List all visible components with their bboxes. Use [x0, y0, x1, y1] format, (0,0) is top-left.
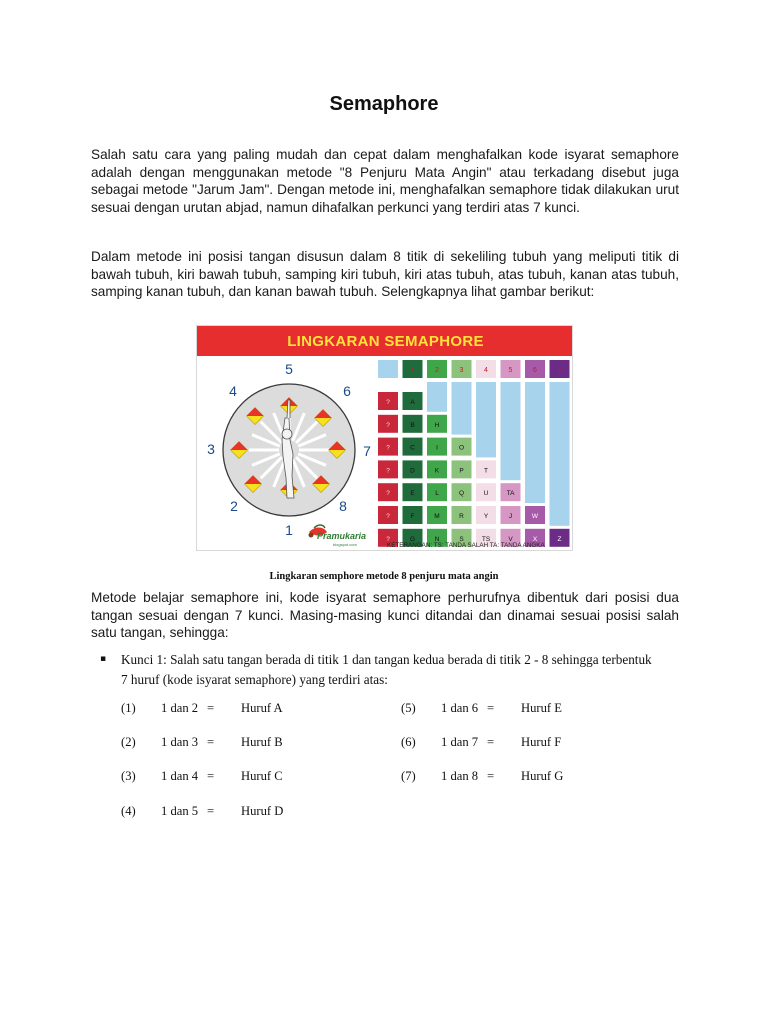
grid-cell-letter: N — [434, 535, 440, 543]
grid-cell-letter: T — [484, 467, 488, 475]
grid-cell-letter: M — [434, 513, 440, 520]
grid-header-cell — [378, 360, 398, 378]
kunci-num: (3) — [121, 769, 136, 783]
grid-column-bar — [476, 382, 496, 457]
kunci-eq: = — [207, 701, 215, 715]
kunci-pair: 1 dan 3 — [161, 735, 199, 749]
grid-cell-letter: ? — [386, 421, 390, 429]
grid-cell-letter: J — [508, 513, 513, 520]
grid-header-number: 3 — [459, 367, 464, 374]
grid-header-number: 5 — [508, 367, 513, 374]
clock-number: 6 — [343, 383, 351, 399]
clock-number: 3 — [207, 441, 215, 457]
grid-cell-letter: A — [410, 399, 415, 406]
grid-header-number: 4 — [484, 367, 488, 374]
grid-header-number: 7 — [557, 367, 562, 374]
grid-cell-letter: G — [409, 535, 416, 543]
kunci-letter: Huruf A — [241, 701, 283, 715]
kunci-pair: 1 dan 6 — [441, 701, 479, 715]
grid-cell-letter: ? — [386, 467, 390, 475]
grid-cell-letter: W — [531, 513, 539, 520]
clock-number: 1 — [285, 522, 293, 538]
clock-number: 5 — [285, 361, 293, 377]
page-title: Semaphore — [329, 93, 439, 115]
grid-column-bar — [525, 382, 545, 503]
grid-cell-letter: E — [410, 490, 415, 498]
kunci-letter: Huruf G — [521, 769, 564, 783]
semaphore-diagram — [197, 356, 573, 551]
grid-cell-letter: C — [410, 444, 415, 452]
figure-caption: Lingkaran semphore metode 8 penjuru mata angin — [269, 571, 499, 582]
logo-text: Pramukaria — [317, 531, 367, 541]
grid-cell-letter: H — [434, 421, 440, 429]
grid-column-bar — [427, 382, 447, 412]
figure-banner — [197, 326, 573, 356]
semaphore-circle-figure — [196, 325, 573, 551]
kunci-eq: = — [487, 735, 495, 749]
logo-subtext: blogspot.com — [333, 542, 357, 547]
grid-column-bar — [452, 382, 472, 435]
kunci-pair: 1 dan 7 — [441, 735, 479, 749]
grid-cell-letter: K — [434, 467, 440, 475]
grid-cell-letter: Z — [557, 535, 562, 543]
grid-cell-letter: B — [410, 421, 415, 429]
kunci-eq: = — [487, 701, 495, 715]
grid-cell-letter: ? — [386, 535, 390, 543]
grid-cell-letter: P — [459, 467, 464, 475]
intro-paragraph: Salah satu cara yang paling mudah dan cepat dalam menghafalkan kode isyarat semaphore adalah dengan menggunakan metode "8 Penjuru Mata Angin" atau terkadang disebut juga sebagai metode "Jarum Jam". Dengan metode ini, menghafalkan semaphore tidak dilakukan urut sesuai dengan urutan abjad, namun dihafalkan perkunci yang terdiri atas 7 kunci. — [91, 147, 679, 215]
grid-cell-letter: Q — [458, 490, 465, 498]
kunci-pair: 1 dan 2 — [161, 701, 199, 715]
grid-cell-letter: ? — [386, 399, 390, 406]
kunci-letter: Huruf C — [241, 769, 283, 783]
kunci-1-text: Kunci 1: Salah satu tangan berada di titik 1 dan tangan kedua berada di titik 2 - 8 sehingga terbentuk 7 huruf (kode isyarat semaphore) yang terdiri atas: — [121, 652, 652, 687]
kunci-num: (6) — [401, 735, 416, 749]
clock-number: 8 — [339, 498, 347, 514]
kunci-pair: 1 dan 5 — [161, 804, 199, 818]
grid-cell-letter: R — [459, 513, 464, 520]
kunci-pair: 1 dan 4 — [161, 769, 199, 783]
bullet-icon: ▪ — [100, 654, 107, 664]
kunci-pair: 1 dan 8 — [441, 769, 479, 783]
figure-legend: KETERANGAN: TS: TANDA SALAH TA: TANDA ANGKA — [387, 542, 545, 549]
kunci-letter: Huruf B — [241, 735, 283, 749]
kunci-num: (5) — [401, 701, 416, 715]
kunci-eq: = — [207, 735, 215, 749]
kunci-num: (7) — [401, 769, 416, 783]
grid-column-bar — [501, 382, 521, 480]
grid-cell-letter: TA — [506, 490, 515, 498]
grid-cell-letter: V — [508, 535, 513, 543]
clock-number: 4 — [229, 383, 237, 399]
figure-banner-title: LINGKARAN SEMAPHORE — [287, 332, 484, 350]
grid-cell-letter: ? — [386, 490, 390, 498]
kunci-num: (2) — [121, 735, 136, 749]
kunci-letter: Huruf D — [241, 804, 284, 818]
kunci-num: (4) — [121, 804, 136, 818]
clock-number: 7 — [363, 443, 371, 459]
grid-cell-letter: U — [483, 490, 489, 498]
kunci-letter: Huruf E — [521, 701, 562, 715]
grid-column-bar — [550, 382, 570, 526]
grid-cell-letter: I — [436, 444, 438, 452]
kunci-letter: Huruf F — [521, 735, 562, 749]
kunci-eq: = — [207, 804, 215, 818]
kunci-num: (1) — [121, 701, 136, 715]
grid-cell-letter: ? — [386, 444, 390, 452]
grid-cell-letter: Y — [483, 513, 489, 520]
grid-cell-letter: ? — [386, 513, 390, 520]
grid-cell-letter: X — [532, 535, 538, 543]
grid-cell-letter: O — [458, 444, 465, 452]
clock-number: 2 — [230, 498, 238, 514]
grid-cell-letter: S — [459, 535, 464, 543]
kunci-eq: = — [207, 769, 215, 783]
semaphore-grid — [378, 360, 570, 547]
grid-cell-letter: D — [410, 467, 415, 475]
grid-header-number: 1 — [410, 367, 415, 374]
pramuka-logo — [309, 525, 367, 547]
grid-header-number: 2 — [435, 367, 439, 374]
kunci-intro-paragraph: Metode belajar semaphore ini, kode isyarat semaphore perhurufnya dibentuk dari posisi dua tangan sesuai dengan 7 kunci. Masing-masing kunci ditandai dan dinamai sesuai posisi salah satu tangan, sehingga: — [91, 590, 679, 641]
grid-cell-letter: TS — [481, 535, 491, 543]
grid-header-number: 6 — [533, 367, 537, 374]
method-paragraph: Dalam metode ini posisi tangan disusun dalam 8 titik di sekeliling tubuh yang meliputi titik di bawah tubuh, kiri bawah tubuh, samping kiri tubuh, kiri atas tubuh, atas tubuh, kanan atas tubuh, samping kanan tubuh, dan kanan bawah tubuh. Selengkapnya lihat gambar berikut: — [91, 249, 679, 300]
kunci-eq: = — [487, 769, 495, 783]
grid-cell-letter: L — [435, 490, 439, 498]
grid-cell-letter: F — [410, 513, 415, 520]
